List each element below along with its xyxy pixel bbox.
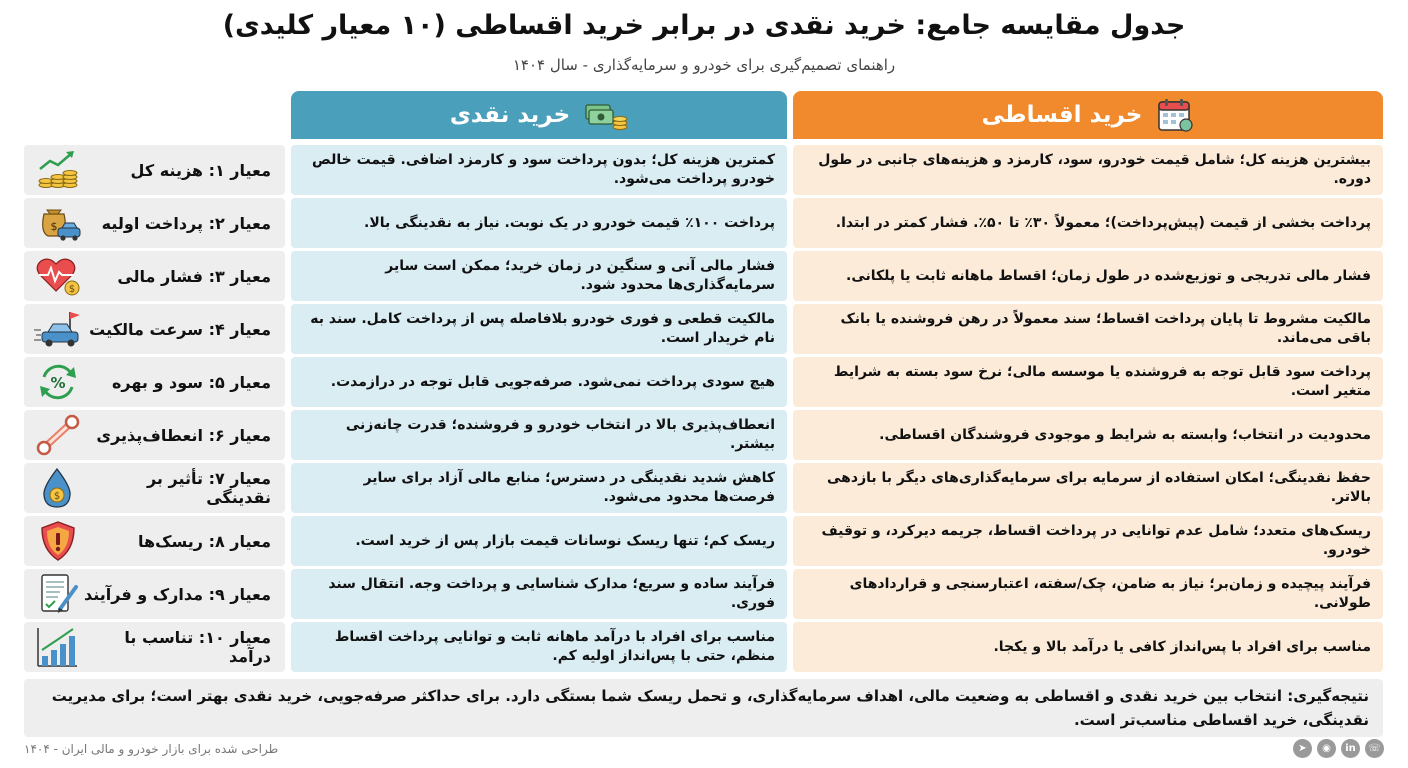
cash-cell: مناسب برای افراد با درآمد ماهانه ثابت و توانایی پرداخت اقساط منظم، حتی با پس‌انداز اولیه کم. <box>291 622 787 672</box>
criterion-cell <box>24 569 285 619</box>
table-row <box>24 516 1383 566</box>
criterion-label: معیار ۱۰: تناسب با درآمد <box>124 628 271 666</box>
whatsapp-icon[interactable]: ☏ <box>1365 739 1384 758</box>
criterion-cell <box>24 251 285 301</box>
social-icons <box>1293 739 1384 758</box>
linkedin-icon[interactable]: in <box>1341 739 1360 758</box>
page-title: جدول مقایسه جامع: خرید نقدی در برابر خرید اقساطی (۱۰ معیار کلیدی) <box>222 10 1186 41</box>
criterion-label: معیار ۴: سرعت مالکیت <box>89 319 271 339</box>
cash-cell: پرداخت ۱۰۰٪ قیمت خودرو در یک نوبت. نیاز به نقدینگی بالا. <box>291 198 787 248</box>
table-row <box>24 622 1383 672</box>
document-pen-icon <box>34 572 82 616</box>
svg-text:%: % <box>50 374 66 392</box>
table-row <box>24 304 1383 354</box>
installment-cell: پرداخت سود قابل توجه به فروشنده یا موسسه مالی؛ نرخ سود بسته به شرایط متغیر است. <box>793 357 1383 407</box>
table-row <box>24 145 1383 195</box>
table-row <box>24 463 1383 513</box>
svg-text:$: $ <box>68 284 76 295</box>
cash-cell: مالکیت قطعی و فوری خودرو بلافاصله پس از پرداخت کامل. سند به نام خریدار است. <box>291 304 787 354</box>
installment-cell: بیشترین هزینه کل؛ شامل قیمت خودرو، سود، کارمزد و هزینه‌های جانبی در طول دوره. <box>793 145 1383 195</box>
cash-cell: فرآیند ساده و سریع؛ مدارک شناسایی و پرداخت وجه. انتقال سند فوری. <box>291 569 787 619</box>
cash-cell: هیچ سودی پرداخت نمی‌شود. صرفه‌جویی قابل توجه در درازمدت. <box>291 357 787 407</box>
criterion-label: معیار ۵: سود و بهره <box>111 372 271 392</box>
criterion-cell <box>24 463 285 513</box>
svg-text:$: $ <box>50 220 58 233</box>
conclusion: نتیجه‌گیری: انتخاب بین خرید نقدی و اقساطی به وضعیت مالی، اهداف سرمایه‌گذاری، و تحمل ریسک شما بستگی دارد. برای حداکثر صرفه‌جویی، خرید نقدی بهتر است؛ برای مدیریت نقدینگی، خرید اقساطی مناسب‌تر است. <box>24 679 1383 737</box>
calendar-icon <box>1156 97 1194 133</box>
cash-cell: انعطاف‌پذیری بالا در انتخاب خودرو و فروشنده؛ قدرت چانه‌زنی بیشتر. <box>291 410 787 460</box>
installment-cell: محدودیت در انتخاب؛ وابسته به شرایط و موجودی فروشندگان اقساطی. <box>793 410 1383 460</box>
money-stack-icon <box>584 97 628 133</box>
criterion-cell <box>24 357 285 407</box>
installment-cell: فرآیند پیچیده و زمان‌بر؛ نیاز به ضامن، چک/سفته، اعتبارسنجی و قراردادهای طولانی. <box>793 569 1383 619</box>
installment-header <box>793 91 1383 139</box>
table-row <box>24 569 1383 619</box>
installment-cell: فشار مالی تدریجی و توزیع‌شده در طول زمان؛ اقساط ماهانه ثابت یا پلکانی. <box>793 251 1383 301</box>
page-subtitle: راهنمای تصمیم‌گیری برای خودرو و سرمایه‌گذاری - سال ۱۴۰۴ <box>512 56 896 74</box>
wrench-icon <box>34 413 82 457</box>
cash-header <box>291 91 787 139</box>
footer-credit: طراحی شده برای بازار خودرو و مالی ایران - ۱۴۰۴ <box>24 742 279 756</box>
criterion-label: معیار ۷: تأثیر بر نقدینگی <box>146 469 271 507</box>
table-row <box>24 410 1383 460</box>
car-flag-icon <box>34 307 82 351</box>
criterion-label: معیار ۸: ریسک‌ها <box>138 531 271 551</box>
bar-chart-growth-icon <box>34 625 81 669</box>
money-bag-car-icon <box>34 201 82 245</box>
criterion-label: معیار ۳: فشار مالی <box>117 266 271 286</box>
cash-header-label: خرید نقدی <box>449 102 571 128</box>
installment-cell: حفظ نقدینگی؛ امکان استفاده از سرمایه برای سرمایه‌گذاری‌های دیگر با بازدهی بالاتر. <box>793 463 1383 513</box>
installment-header-label: خرید اقساطی <box>981 102 1143 128</box>
liquidity-drop-icon <box>34 466 81 510</box>
cash-cell: فشار مالی آنی و سنگین در زمان خرید؛ ممکن است سایر سرمایه‌گذاری‌ها محدود شود. <box>291 251 787 301</box>
criterion-label: معیار ۲: پرداخت اولیه <box>101 213 271 233</box>
cash-cell: کاهش شدید نقدینگی در دسترس؛ منابع مالی آزاد برای سایر فرصت‌ها محدود می‌شود. <box>291 463 787 513</box>
criterion-label: معیار ۹: مدارک و فرآیند <box>83 584 271 604</box>
criterion-cell <box>24 622 285 672</box>
instagram-icon[interactable]: ◉ <box>1317 739 1336 758</box>
coins-growth-icon <box>34 148 82 192</box>
warning-shield-icon <box>34 519 82 563</box>
criterion-label: معیار ۱: هزینه کل <box>130 160 271 180</box>
table-row <box>24 198 1383 248</box>
cash-cell: ریسک کم؛ تنها ریسک نوسانات قیمت بازار پس از خرید است. <box>291 516 787 566</box>
percent-cycle-icon <box>34 360 82 404</box>
heart-pulse-coin-icon <box>34 254 82 298</box>
criterion-cell <box>24 198 285 248</box>
installment-cell: مالکیت مشروط تا پایان پرداخت اقساط؛ سند معمولاً در رهن فروشنده یا بانک باقی می‌ماند. <box>793 304 1383 354</box>
table-row <box>24 251 1383 301</box>
svg-text:$: $ <box>54 491 61 502</box>
installment-cell: پرداخت بخشی از قیمت (پیش‌پرداخت)؛ معمولاً ۳۰٪ تا ۵۰٪. فشار کمتر در ابتدا. <box>793 198 1383 248</box>
table-row <box>24 357 1383 407</box>
criterion-cell <box>24 410 285 460</box>
criterion-label: معیار ۶: انعطاف‌پذیری <box>96 425 271 445</box>
installment-cell: مناسب برای افراد با پس‌انداز کافی یا درآمد بالا و یکجا. <box>793 622 1383 672</box>
installment-cell: ریسک‌های متعدد؛ شامل عدم توانایی در پرداخت اقساط، جریمه دیرکرد، و توقیف خودرو. <box>793 516 1383 566</box>
telegram-icon[interactable]: ➤ <box>1293 739 1312 758</box>
cash-cell: کمترین هزینه کل؛ بدون پرداخت سود و کارمزد اضافی. قیمت خالص خودرو پرداخت می‌شود. <box>291 145 787 195</box>
criterion-cell <box>24 145 285 195</box>
criterion-cell <box>24 516 285 566</box>
criterion-cell <box>24 304 285 354</box>
